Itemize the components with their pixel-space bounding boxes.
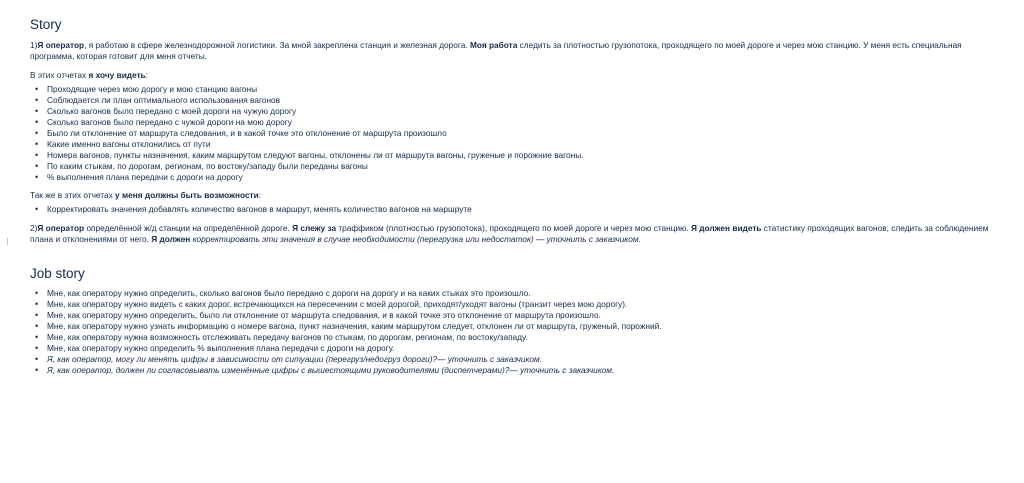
story-paragraph-3 [30, 190, 1005, 201]
list-item-text: Я, как оператор, могу ли менять цифры в зависимости от ситуации (перегруз/недогруз дороги)?— уточнить с заказчиком. [47, 354, 543, 364]
list-item [35, 95, 1005, 106]
p4-bold-4: Я должен [151, 234, 191, 244]
p3-bold-1: у меня должны быть возможности [115, 190, 259, 200]
list-item [35, 161, 1005, 172]
list-item [35, 117, 1005, 128]
list-item [35, 321, 1005, 332]
want-list [30, 84, 1005, 183]
list-item-text: Номера вагонов, пункты назначения, каким маршрутом следуют вагоны, отклонены ли от маршрута вагоны, груженые и порожние вагоны. [47, 150, 584, 160]
list-item [35, 204, 1005, 215]
list-item [35, 332, 1005, 343]
list-item-text: Мне, как оператору нужна возможность отслеживать передачу вагонов по стыкам, по дорогам, регионам, по востоку/западу. [47, 332, 528, 342]
bullet-icon: • [35, 332, 39, 342]
p3-text-1: Так же в этих отчетах [30, 190, 116, 200]
bullet-icon: • [35, 117, 39, 127]
p4-text-3: статистику проходящих вагонов, следить за соблюдением плана и отклонениями от него. [30, 223, 989, 244]
p2-bold-1: я хочу видеть [88, 70, 146, 80]
p4-bold-2: Я слежу за [292, 223, 337, 233]
list-item-text: Мне, как оператору нужно узнать информацию о номере вагона, пункт назначения, каким маршрутом следует, отклонен ли от маршрута, груженый, порожний. [47, 321, 662, 331]
story-paragraph-4 [30, 223, 1005, 245]
bullet-icon: • [35, 343, 39, 353]
list-item-text: Мне, как оператору нужно определить, сколько вагонов было передано с дороги на дорогу и на каких стыках это произошло. [47, 288, 531, 298]
p4-text-1: определённой ж/д станции на определённой дороге. [84, 223, 293, 233]
bullet-icon: • [35, 95, 39, 105]
p4-italic-1: корректировать эти значения в случае необходимости (перегрузка или недостаток) — уточнить с заказчиком. [190, 234, 641, 244]
bullet-icon: • [35, 106, 39, 116]
list-item-text: Было ли отклонение от маршрута следования, и в какой точке это отклонение от маршрута произошло [47, 128, 447, 138]
p4-bold-3: Я должен видеть [690, 223, 762, 233]
list-item [35, 139, 1005, 150]
p1-text-2: следить за плотностью грузопотока, проходящего по моей дороге и через мою станцию. У меня есть специальная программа, которая готовит для меня отчеты. [30, 40, 962, 61]
bullet-icon: • [35, 321, 39, 331]
list-item-text: Сколько вагонов было передано с чужой дороги на мою дорогу [47, 117, 292, 127]
list-item [35, 172, 1005, 183]
bullet-icon: • [35, 354, 39, 364]
list-item [35, 299, 1005, 310]
list-item [35, 288, 1005, 299]
list-item-text: Проходящие через мою дорогу и мою станцию вагоны [47, 84, 258, 94]
bullet-icon: • [35, 288, 39, 298]
p4-text-2: траффиком (плотностью грузопотока), проходящего по моей дороге и через мою станцию. [336, 223, 691, 233]
p4-bold-1: Я оператор [37, 223, 85, 233]
p3-text-2: : [258, 190, 262, 200]
list-item [35, 310, 1005, 321]
p2-text-2: : [145, 70, 149, 80]
list-item-text: Мне, как оператору нужно видеть с каких дорог, встречающихся на пересечении с моей дорогой, приходят/уходят вагоны (транзит через мою дорогу). [47, 299, 628, 309]
list-item [35, 354, 1005, 365]
list-item [35, 343, 1005, 354]
p1-prefix: 1) [30, 40, 38, 50]
story-paragraph-2 [30, 70, 1005, 81]
list-item-text: Я, как оператор, должен ли согласовывать изменённые цифры с вышестоящими руководителями (диспетчерами)?— уточнить с заказчиком. [47, 365, 615, 375]
job-story-heading: Job story [30, 266, 85, 281]
p1-bold-1: Я оператор [37, 40, 85, 50]
list-item [35, 128, 1005, 139]
list-item-text: Какие именно вагоны отклонились от пути [47, 139, 211, 149]
list-item [35, 365, 1005, 376]
p1-bold-2: Моя работа [469, 40, 518, 50]
bullet-icon: • [35, 139, 39, 149]
list-item-text: Мне, как оператору нужно определить % выполнения плана передачи с дороги на дорогу. [47, 343, 395, 353]
bullet-icon: • [35, 150, 39, 160]
bullet-icon: • [35, 172, 39, 182]
bullet-icon: • [35, 365, 39, 375]
bullet-icon: • [35, 84, 39, 94]
list-item-text: Корректировать значения добавлять количество вагонов в маршрут, менять количество вагонов на маршруте [47, 204, 472, 214]
bullet-icon: • [35, 128, 39, 138]
bullet-icon: • [35, 310, 39, 320]
p1-text-1: , я работаю в сфере железнодорожной логистики. За мной закреплена станция и железная дорога. [84, 40, 470, 50]
p4-prefix: 2) [30, 223, 38, 233]
list-item-text: Соблюдается ли план оптимального использования вагонов [47, 95, 281, 105]
bullet-icon: • [35, 299, 39, 309]
list-item-text: Сколько вагонов было передано с моей дороги на чужую дорогу [47, 106, 297, 116]
list-item [35, 84, 1005, 95]
list-item [35, 106, 1005, 117]
ability-list [30, 204, 1005, 215]
gutter-marker [7, 238, 8, 245]
page-content [30, 10, 1005, 376]
bullet-icon: • [35, 204, 39, 214]
list-item-text: % выполнения плана передачи с дороги на дорогу [47, 172, 243, 182]
job-story-list [30, 288, 1005, 376]
story-paragraph-1 [30, 40, 1005, 62]
p2-text-1: В этих отчетах [30, 70, 89, 80]
list-item-text: По каким стыкам, по дорогам, регионам, по востоку/западу были переданы вагоны [47, 161, 368, 171]
bullet-icon: • [35, 161, 39, 171]
list-item [35, 150, 1005, 161]
story-heading: Story [30, 17, 62, 32]
list-item-text: Мне, как оператору нужно определить, было ли отклонение от маршрута следования, и в какой точке это отклонение от маршрута произошло. [47, 310, 601, 320]
